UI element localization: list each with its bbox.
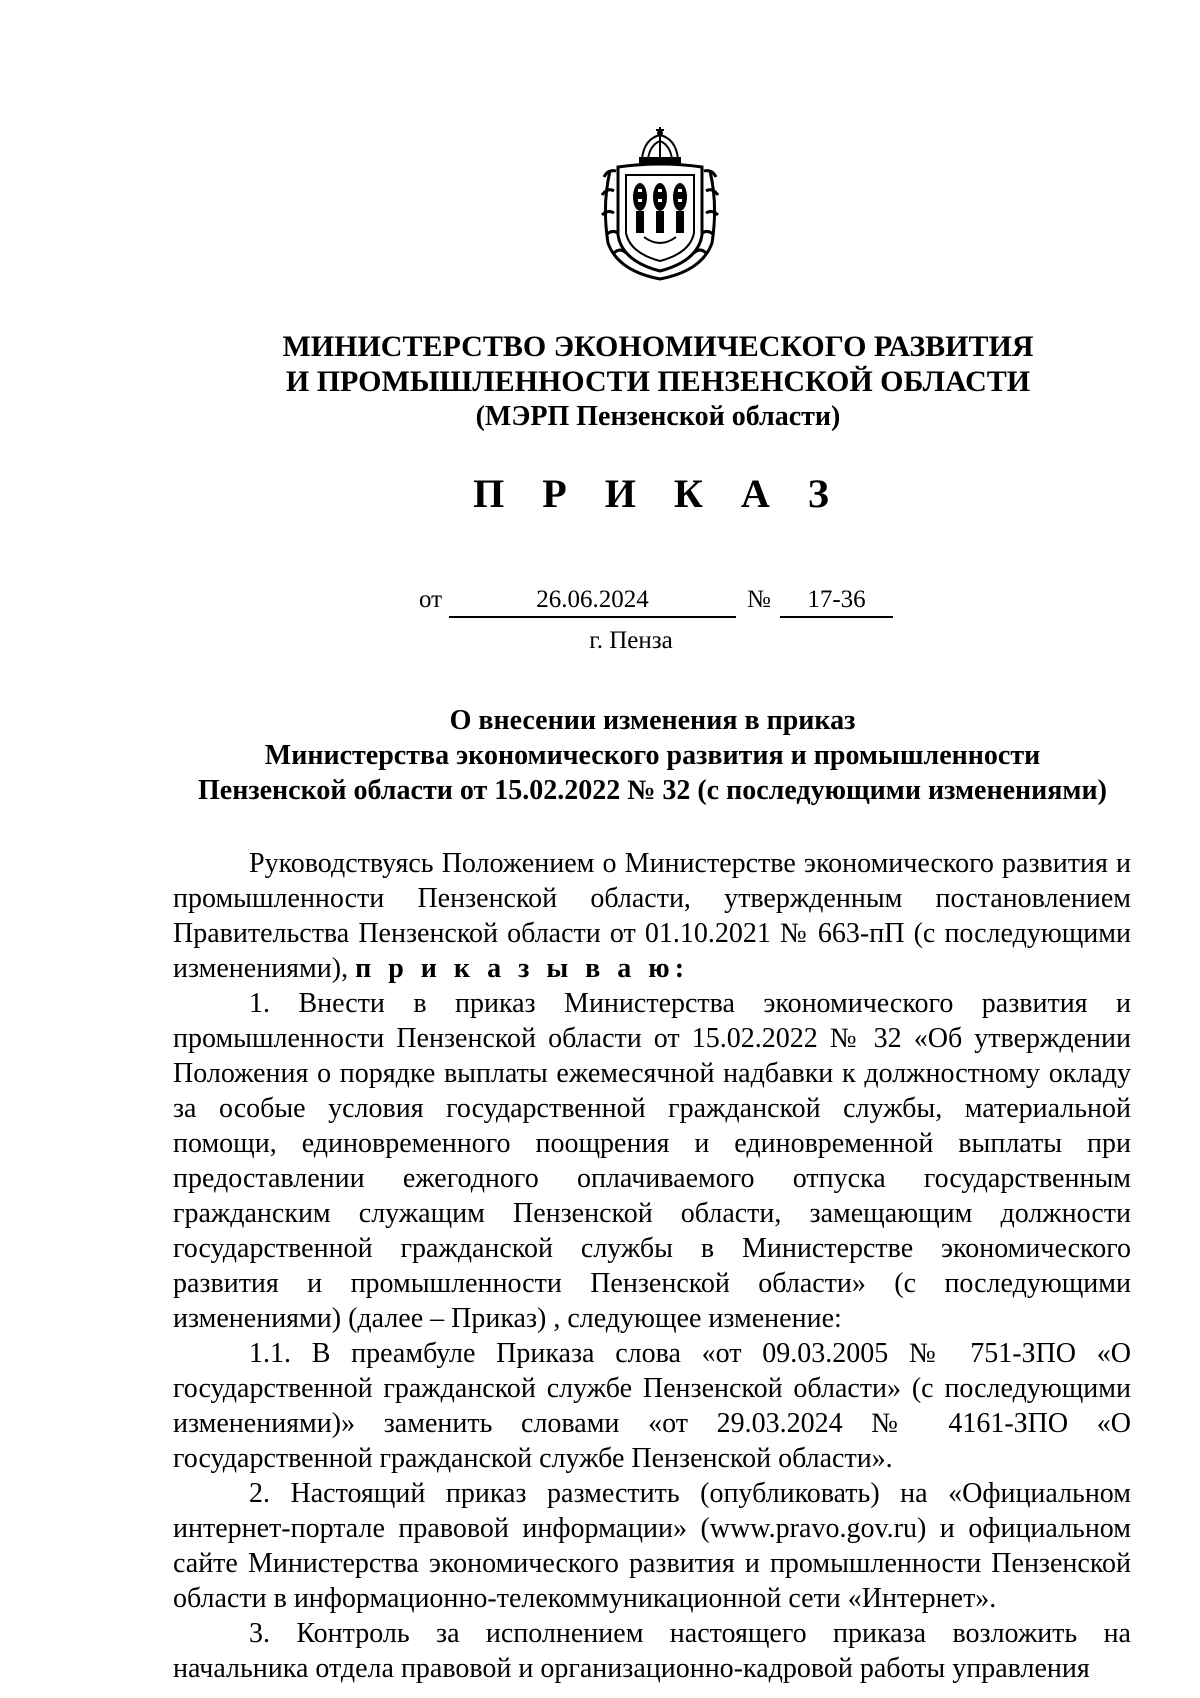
order-word: п р и к а з ы в а ю:: [355, 953, 690, 984]
preamble-paragraph: [173, 846, 1131, 986]
document-number: 17-36: [780, 586, 893, 618]
shield-icon: [618, 164, 702, 271]
subject-line-1: О внесении изменения в приказ: [449, 705, 856, 736]
document-date: 26.06.2024: [449, 586, 736, 618]
number-label: №: [747, 586, 771, 613]
coat-of-arms-emblem: [598, 125, 722, 283]
item-1-1-paragraph: 1.1. В преамбуле Приказа слова «от 09.03.2005 № 751-ЗПО «О государственной гражданской службе Пензенской области» (с последующими изменениями)» заменить словами «от 29.03.2024 № 4161-ЗПО «О государственной гражданской службе Пензенской области».: [173, 1338, 1131, 1474]
item-3-paragraph: 3. Контроль за исполнением настоящего приказа возложить на начальника отдела правовой и организационно-кадровой работы управления: [173, 1618, 1131, 1684]
date-label: от: [419, 586, 443, 613]
subject-line-3: Пензенской области от 15.02.2022 № 32 (с последующими изменениями): [198, 775, 1107, 806]
document-type-title: П Р И К А З: [473, 471, 843, 516]
item-1-paragraph: 1. Внести в приказ Министерства экономического развития и промышленности Пензенской области от 15.02.2022 № 32 «Об утверждении Положения о порядке выплаты ежемесячной надбавки к должностному окладу за особые условия государственной гражданской службы, материальной помощи, единовременного поощрения и единовременной выплаты при предоставлении ежегодного оплачиваемого отпуска государственным гражданским служащим Пензенской области, замещающим должности государственной гражданской службы в Министерстве экономического развития и промышленности Пензенской области» (с последующими изменениями) (далее – Приказ) , следующее изменение:: [173, 988, 1131, 1334]
crown-icon: [640, 127, 680, 164]
subject-line-2: Министерства экономического развития и промышленности: [264, 740, 1041, 771]
org-name-line-1: МИНИСТЕРСТВО ЭКОНОМИЧЕСКОГО РАЗВИТИЯ: [282, 330, 1034, 363]
preamble-text: Руководствуясь Положением о Министерстве экономического развития и промышленности Пензенской области, утвержденным постановлением Правительства Пензенской области от 01.10.2021 № 663-пП (с последующими изменениями),: [173, 848, 1131, 984]
document-city: г. Пенза: [589, 627, 673, 654]
org-name-line-2: И ПРОМЫШЛЕННОСТИ ПЕНЗЕНСКОЙ ОБЛАСТИ: [285, 365, 1031, 398]
item-2-paragraph: 2. Настоящий приказ разместить (опубликовать) на «Официальном интернет-портале правовой информации» (www.pravo.gov.ru) и официальном сайте Министерства экономического развития и промышленности Пензенской области в информационно-телекоммуникационной сети «Интернет».: [173, 1478, 1131, 1614]
document-body: [173, 846, 1131, 1686]
org-abbreviation: (МЭРП Пензенской области): [475, 401, 841, 432]
